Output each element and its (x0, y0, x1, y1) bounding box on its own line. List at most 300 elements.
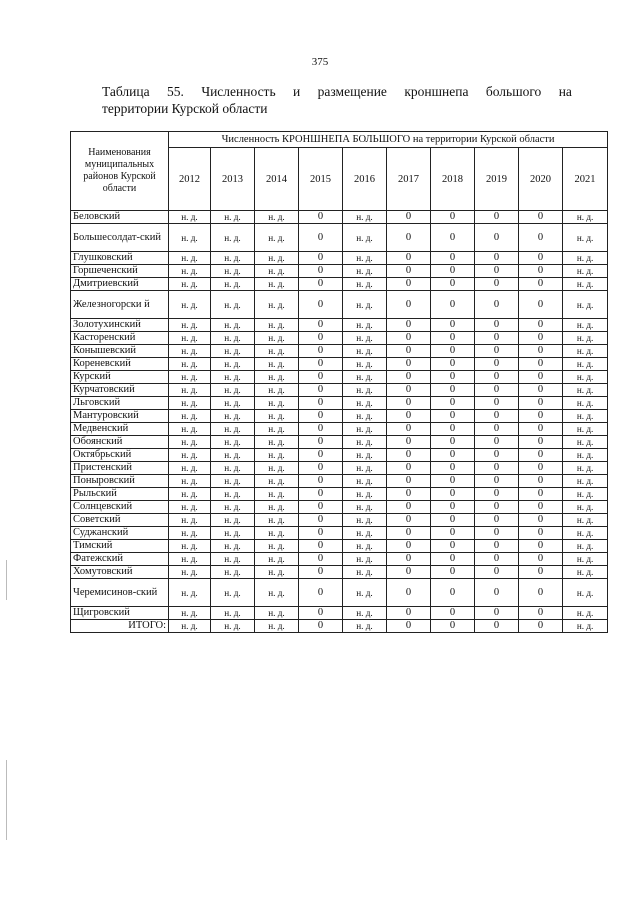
value-cell: н. д. (255, 423, 299, 436)
value-cell: 0 (431, 278, 475, 291)
value-cell: н. д. (343, 423, 387, 436)
value-cell: 0 (387, 488, 431, 501)
value-cell: н. д. (255, 449, 299, 462)
value-cell: 0 (299, 436, 343, 449)
value-cell: н. д. (343, 607, 387, 620)
caption-word: Численность (201, 84, 276, 99)
value-cell: 0 (299, 358, 343, 371)
value-cell: 0 (387, 607, 431, 620)
value-cell: 0 (299, 488, 343, 501)
table-row (71, 436, 608, 449)
total-value-cell: н. д. (563, 620, 608, 633)
value-cell: н. д. (211, 566, 255, 579)
value-cell: н. д. (343, 397, 387, 410)
value-cell: н. д. (211, 514, 255, 527)
value-cell: н. д. (343, 319, 387, 332)
total-value-cell: н. д. (169, 620, 211, 633)
value-cell: 0 (299, 319, 343, 332)
value-cell: 0 (299, 384, 343, 397)
value-cell: 0 (387, 278, 431, 291)
value-cell: н. д. (169, 211, 211, 224)
value-cell: 0 (299, 527, 343, 540)
value-cell: н. д. (211, 423, 255, 436)
value-cell: 0 (519, 291, 563, 319)
value-cell: н. д. (255, 332, 299, 345)
value-cell: 0 (387, 224, 431, 252)
value-cell: 0 (431, 332, 475, 345)
value-cell: н. д. (343, 278, 387, 291)
value-cell: н. д. (169, 449, 211, 462)
value-cell: н. д. (563, 410, 608, 423)
value-cell: н. д. (343, 252, 387, 265)
value-cell: 0 (519, 278, 563, 291)
value-cell: н. д. (255, 566, 299, 579)
value-cell: 0 (475, 319, 519, 332)
value-cell: н. д. (169, 319, 211, 332)
caption-word: на (558, 84, 572, 99)
column-header-year: 2018 (431, 148, 475, 211)
value-cell: 0 (431, 410, 475, 423)
table-row (71, 488, 608, 501)
table-row (71, 527, 608, 540)
value-cell: н. д. (255, 265, 299, 278)
district-name-cell: Курский (71, 371, 169, 384)
value-cell: 0 (387, 410, 431, 423)
district-name-cell: Щигровский (71, 607, 169, 620)
value-cell: н. д. (255, 397, 299, 410)
value-cell: н. д. (343, 291, 387, 319)
value-cell: н. д. (343, 265, 387, 278)
value-cell: н. д. (563, 423, 608, 436)
table-row (71, 224, 608, 252)
value-cell: н. д. (343, 527, 387, 540)
column-header-year: 2020 (519, 148, 563, 211)
value-cell: н. д. (343, 384, 387, 397)
value-cell: н. д. (255, 384, 299, 397)
value-cell: н. д. (211, 332, 255, 345)
value-cell: 0 (519, 384, 563, 397)
value-cell: 0 (387, 566, 431, 579)
value-cell: н. д. (563, 527, 608, 540)
caption-word: Таблица (102, 84, 150, 99)
value-cell: н. д. (255, 514, 299, 527)
district-name-cell: Обоянский (71, 436, 169, 449)
value-cell: н. д. (169, 488, 211, 501)
value-cell: н. д. (563, 371, 608, 384)
table-row (71, 265, 608, 278)
value-cell: 0 (519, 371, 563, 384)
value-cell: 0 (299, 501, 343, 514)
column-group-header: Численность КРОНШНЕПА БОЛЬШОГО на территории Курской области (169, 132, 608, 148)
table-row (71, 397, 608, 410)
value-cell: н. д. (343, 566, 387, 579)
column-header-year: 2017 (387, 148, 431, 211)
district-name-cell: Пристенский (71, 462, 169, 475)
value-cell: 0 (519, 462, 563, 475)
value-cell: 0 (387, 540, 431, 553)
value-cell: 0 (475, 224, 519, 252)
value-cell: н. д. (169, 462, 211, 475)
caption-word: большого (485, 84, 542, 99)
scan-edge-mark (6, 560, 7, 600)
value-cell: 0 (431, 449, 475, 462)
value-cell: н. д. (169, 553, 211, 566)
district-name-cell: Золотухинский (71, 319, 169, 332)
value-cell: 0 (431, 488, 475, 501)
value-cell: 0 (387, 265, 431, 278)
caption-word: 55. (167, 84, 184, 99)
total-value-cell: н. д. (255, 620, 299, 633)
value-cell: н. д. (211, 488, 255, 501)
value-cell: 0 (431, 371, 475, 384)
value-cell: 0 (431, 423, 475, 436)
value-cell: н. д. (255, 607, 299, 620)
value-cell: н. д. (211, 345, 255, 358)
table-row (71, 371, 608, 384)
value-cell: н. д. (343, 332, 387, 345)
value-cell: н. д. (169, 410, 211, 423)
value-cell: 0 (519, 553, 563, 566)
value-cell: 0 (387, 527, 431, 540)
district-name-cell: Глушковский (71, 252, 169, 265)
value-cell: 0 (387, 579, 431, 607)
value-cell: н. д. (211, 449, 255, 462)
district-name-cell: Тимский (71, 540, 169, 553)
district-name-cell: Советский (71, 514, 169, 527)
value-cell: 0 (475, 501, 519, 514)
table-row (71, 540, 608, 553)
value-cell: н. д. (255, 211, 299, 224)
district-name-cell: Хомутовский (71, 566, 169, 579)
table-row (71, 278, 608, 291)
value-cell: 0 (431, 345, 475, 358)
table-row (71, 553, 608, 566)
value-cell: 0 (431, 265, 475, 278)
value-cell: н. д. (211, 436, 255, 449)
value-cell: 0 (299, 566, 343, 579)
value-cell: н. д. (211, 553, 255, 566)
value-cell: 0 (475, 514, 519, 527)
value-cell: н. д. (211, 607, 255, 620)
value-cell: н. д. (169, 566, 211, 579)
caption-line-2: территории Курской области (102, 101, 268, 116)
value-cell: 0 (387, 358, 431, 371)
value-cell: 0 (431, 579, 475, 607)
value-cell: н. д. (563, 332, 608, 345)
value-cell: н. д. (563, 319, 608, 332)
population-table (70, 131, 608, 633)
value-cell: н. д. (211, 384, 255, 397)
district-name-cell: Курчатовский (71, 384, 169, 397)
page-number: 375 (311, 56, 329, 68)
value-cell: н. д. (563, 345, 608, 358)
table-row (71, 211, 608, 224)
value-cell: 0 (431, 566, 475, 579)
value-cell: н. д. (343, 540, 387, 553)
value-cell: н. д. (211, 579, 255, 607)
value-cell: 0 (519, 319, 563, 332)
table-row (71, 449, 608, 462)
caption-word: и (293, 84, 301, 99)
district-name-cell: Фатежский (71, 553, 169, 566)
table-row (71, 332, 608, 345)
total-value-cell: 0 (299, 620, 343, 633)
value-cell: н. д. (211, 278, 255, 291)
value-cell: 0 (475, 462, 519, 475)
value-cell: н. д. (211, 501, 255, 514)
caption-line-1 (102, 83, 572, 100)
value-cell: н. д. (169, 423, 211, 436)
value-cell: 0 (475, 384, 519, 397)
value-cell: 0 (475, 397, 519, 410)
value-cell: н. д. (563, 488, 608, 501)
value-cell: н. д. (169, 224, 211, 252)
value-cell: н. д. (343, 501, 387, 514)
value-cell: 0 (519, 265, 563, 278)
table-row (71, 501, 608, 514)
value-cell: 0 (299, 371, 343, 384)
value-cell: н. д. (169, 514, 211, 527)
value-cell: 0 (475, 332, 519, 345)
value-cell: н. д. (563, 462, 608, 475)
value-cell: н. д. (563, 501, 608, 514)
total-value-cell: 0 (519, 620, 563, 633)
value-cell: 0 (519, 607, 563, 620)
value-cell: 0 (475, 358, 519, 371)
value-cell: 0 (475, 527, 519, 540)
value-cell: н. д. (563, 553, 608, 566)
value-cell: 0 (431, 475, 475, 488)
table-row (71, 319, 608, 332)
value-cell: н. д. (211, 224, 255, 252)
value-cell: 0 (387, 475, 431, 488)
value-cell: н. д. (169, 436, 211, 449)
value-cell: 0 (519, 224, 563, 252)
value-cell: 0 (387, 332, 431, 345)
table-row (71, 475, 608, 488)
district-name-cell: Поныровский (71, 475, 169, 488)
value-cell: н. д. (169, 252, 211, 265)
district-name-cell: Рыльский (71, 488, 169, 501)
value-cell: 0 (475, 265, 519, 278)
value-cell: н. д. (563, 514, 608, 527)
value-cell: н. д. (255, 488, 299, 501)
value-cell: 0 (299, 514, 343, 527)
table-row (71, 358, 608, 371)
value-cell: н. д. (343, 436, 387, 449)
value-cell: н. д. (255, 436, 299, 449)
value-cell: 0 (387, 211, 431, 224)
district-name-cell: Кореневский (71, 358, 169, 371)
value-cell: 0 (387, 436, 431, 449)
value-cell: 0 (299, 449, 343, 462)
value-cell: н. д. (211, 527, 255, 540)
value-cell: 0 (519, 514, 563, 527)
value-cell: 0 (519, 358, 563, 371)
value-cell: 0 (519, 566, 563, 579)
value-cell: н. д. (255, 501, 299, 514)
value-cell: 0 (299, 224, 343, 252)
value-cell: н. д. (343, 224, 387, 252)
value-cell: 0 (387, 291, 431, 319)
value-cell: 0 (431, 358, 475, 371)
value-cell: н. д. (563, 252, 608, 265)
value-cell: 0 (519, 488, 563, 501)
value-cell: н. д. (255, 278, 299, 291)
value-cell: 0 (519, 252, 563, 265)
value-cell: 0 (475, 475, 519, 488)
value-cell: 0 (431, 384, 475, 397)
value-cell: 0 (299, 252, 343, 265)
district-name-cell: Железногорски й (71, 291, 169, 319)
total-value-cell: 0 (431, 620, 475, 633)
value-cell: 0 (387, 319, 431, 332)
district-name-cell: Солнцевский (71, 501, 169, 514)
value-cell: н. д. (563, 475, 608, 488)
district-name-cell: Беловский (71, 211, 169, 224)
column-header-year: 2014 (255, 148, 299, 211)
value-cell: н. д. (255, 319, 299, 332)
value-cell: н. д. (255, 224, 299, 252)
value-cell: н. д. (211, 462, 255, 475)
value-cell: 0 (475, 423, 519, 436)
value-cell: н. д. (255, 579, 299, 607)
value-cell: н. д. (169, 278, 211, 291)
value-cell: 0 (519, 397, 563, 410)
value-cell: н. д. (255, 527, 299, 540)
value-cell: 0 (431, 514, 475, 527)
value-cell: н. д. (211, 371, 255, 384)
district-name-cell: Льговский (71, 397, 169, 410)
value-cell: н. д. (169, 332, 211, 345)
value-cell: 0 (475, 252, 519, 265)
value-cell: н. д. (343, 345, 387, 358)
value-cell: 0 (299, 332, 343, 345)
district-name-cell: Мантуровский (71, 410, 169, 423)
column-header-year: 2013 (211, 148, 255, 211)
value-cell: н. д. (255, 291, 299, 319)
value-cell: н. д. (255, 553, 299, 566)
value-cell: н. д. (343, 514, 387, 527)
table-row (71, 345, 608, 358)
value-cell: н. д. (169, 384, 211, 397)
value-cell: 0 (387, 384, 431, 397)
column-header-year: 2015 (299, 148, 343, 211)
district-name-cell: Октябрьский (71, 449, 169, 462)
column-header-year: 2019 (475, 148, 519, 211)
value-cell: н. д. (563, 436, 608, 449)
value-cell: 0 (431, 436, 475, 449)
value-cell: н. д. (169, 579, 211, 607)
value-cell: 0 (299, 540, 343, 553)
table-caption (102, 83, 572, 117)
value-cell: 0 (519, 410, 563, 423)
value-cell: 0 (387, 553, 431, 566)
value-cell: н. д. (563, 579, 608, 607)
value-cell: н. д. (563, 265, 608, 278)
table-header (71, 132, 608, 211)
value-cell: 0 (299, 607, 343, 620)
value-cell: н. д. (255, 345, 299, 358)
value-cell: 0 (299, 278, 343, 291)
table-row (71, 607, 608, 620)
value-cell: н. д. (563, 278, 608, 291)
total-label-cell: ИТОГО: (71, 620, 169, 633)
value-cell: н. д. (211, 540, 255, 553)
column-header-year: 2012 (169, 148, 211, 211)
value-cell: н. д. (211, 252, 255, 265)
value-cell: 0 (519, 527, 563, 540)
value-cell: 0 (299, 475, 343, 488)
value-cell: н. д. (169, 358, 211, 371)
value-cell: 0 (519, 540, 563, 553)
value-cell: н. д. (563, 607, 608, 620)
value-cell: н. д. (211, 358, 255, 371)
value-cell: н. д. (211, 211, 255, 224)
value-cell: 0 (387, 462, 431, 475)
table-row (71, 423, 608, 436)
district-name-cell: Черемисинов-ский (71, 579, 169, 607)
value-cell: 0 (299, 410, 343, 423)
table-row (71, 384, 608, 397)
table-row (71, 566, 608, 579)
value-cell: 0 (431, 224, 475, 252)
value-cell: н. д. (169, 345, 211, 358)
column-header-district: Наименования муниципальных районов Курской области (71, 132, 169, 211)
column-header-year: 2016 (343, 148, 387, 211)
table-row (71, 514, 608, 527)
value-cell: 0 (475, 449, 519, 462)
value-cell: 0 (475, 436, 519, 449)
value-cell: н. д. (211, 410, 255, 423)
value-cell: н. д. (563, 566, 608, 579)
value-cell: н. д. (169, 397, 211, 410)
value-cell: 0 (475, 410, 519, 423)
value-cell: 0 (519, 475, 563, 488)
value-cell: 0 (519, 501, 563, 514)
value-cell: 0 (475, 371, 519, 384)
value-cell: н. д. (343, 371, 387, 384)
value-cell: н. д. (563, 224, 608, 252)
value-cell: н. д. (255, 371, 299, 384)
value-cell: н. д. (563, 211, 608, 224)
value-cell: 0 (387, 501, 431, 514)
value-cell: н. д. (211, 319, 255, 332)
value-cell: н. д. (343, 488, 387, 501)
value-cell: 0 (475, 540, 519, 553)
value-cell: 0 (519, 423, 563, 436)
value-cell: н. д. (563, 384, 608, 397)
value-cell: 0 (387, 449, 431, 462)
value-cell: 0 (519, 579, 563, 607)
value-cell: 0 (299, 462, 343, 475)
value-cell: 0 (475, 607, 519, 620)
value-cell: 0 (299, 553, 343, 566)
district-name-cell: Медвенский (71, 423, 169, 436)
value-cell: 0 (475, 291, 519, 319)
value-cell: 0 (475, 278, 519, 291)
value-cell: н. д. (211, 475, 255, 488)
value-cell: н. д. (563, 449, 608, 462)
value-cell: н. д. (211, 291, 255, 319)
value-cell: 0 (299, 345, 343, 358)
district-name-cell: Горшеченский (71, 265, 169, 278)
value-cell: 0 (431, 553, 475, 566)
value-cell: 0 (299, 397, 343, 410)
value-cell: 0 (387, 514, 431, 527)
value-cell: 0 (475, 211, 519, 224)
value-cell: н. д. (169, 475, 211, 488)
